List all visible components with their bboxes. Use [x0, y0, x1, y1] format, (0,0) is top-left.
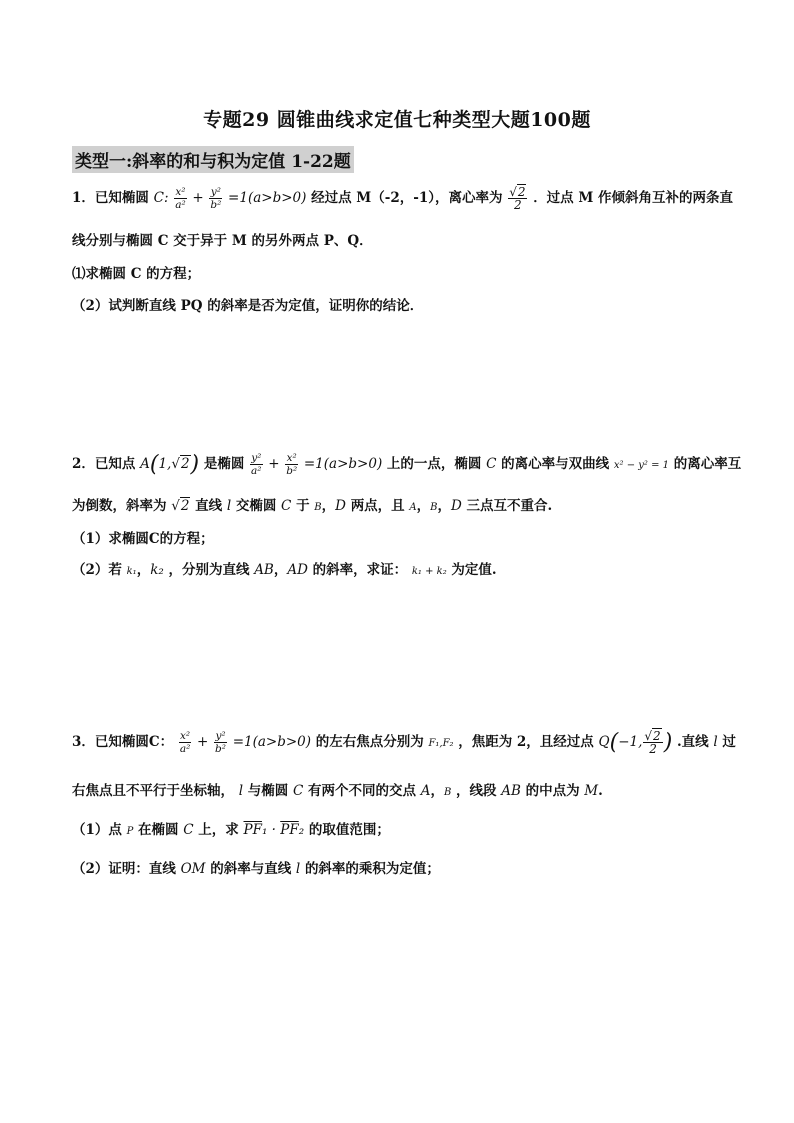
problem-3-text: 的中点为: [525, 783, 580, 799]
problem-2-line-1: 2．已知点 A(1,√2) 是椭圆 $\frac{\text{y²}}{\text{a²}}$ + $\frac{\text{x²}}{\text{b²}}$ =1(a>b>0) 上的一点，椭圆 C 的离心率与双曲线 x² − y² = 1 的离心率互: [72, 452, 742, 477]
problem-3-text: 在椭圆: [138, 822, 179, 838]
problem-2-text: 为倒数，斜率为: [72, 498, 167, 514]
problem-3-text: 的斜率与直线: [210, 861, 292, 877]
problem-1-question-2: （2）试判断直线 PQ 的斜率是否为定值，证明你的结论．: [72, 298, 424, 314]
problem-2-line-2: 为倒数，斜率为 √2 直线 l 交椭圆 C 于 B，D 两点，且 A，B，D 三点互不重合.: [72, 498, 553, 514]
problem-2-text: 的离心率与双曲线: [501, 456, 610, 472]
problem-1-line-2: 线分别与椭圆 C 交于异于 M 的另外两点 P、Q．: [72, 233, 373, 249]
problem-3-text: 有两个不同的交点: [307, 783, 416, 799]
formula: C:: [153, 190, 169, 206]
problem-3-text: 右焦点且不平行于坐标轴，: [72, 783, 234, 799]
problem-3-line-1: 3．已知椭圆C： $\frac{\text{x²}}{\text{a²}}$ + $\frac{\text{y²}}{\text{b²}}$ =1(a>b>0) 的左右焦点分别为 F₁,F₂ ，焦距为 2，且经过点 Q(−1, $\frac{√2}{2}$ ) .直线 l 过: [72, 729, 736, 756]
problem-1-line-1: 1．已知椭圆 C: $\frac{\text{x²}}{\text{a²}}$ + $\frac{\text{y²}}{\text{b²}}$ =1(a>b>0) 经过点 M（-2，-1），离心率为 $\frac{√2}{2}$ ．过点 M 作倾斜角互补的两条直: [72, 185, 734, 212]
problem-2-text: 三点互不重合.: [466, 498, 553, 514]
problem-2-text: ，分别为直线: [168, 562, 250, 578]
problem-2-question-1: （1）求椭圆C的方程；: [72, 531, 214, 547]
page-title: 专题29 圆锥曲线求定值七种类型大题100题: [203, 109, 591, 131]
problem-2-text: （2）若: [72, 562, 122, 578]
problem-3-text: 过: [722, 734, 736, 750]
fraction: $\frac{\text{y²}}{\text{a²}}$: [251, 452, 262, 477]
problem-2-text: 的离心率互: [673, 456, 742, 472]
problem-3-text: 的左右焦点分别为: [315, 734, 424, 750]
problem-3-question-1: （1）点 P 在椭圆 C 上，求 $\overline{PF}_1 \cdot \overline{PF}_2$ 的取值范围；: [72, 822, 390, 838]
problem-2-text: 交椭圆: [235, 498, 277, 514]
fraction: $\frac{\text{x²}}{\text{a²}}$: [179, 730, 191, 755]
problem-1-text: ．过点 M 作倾斜角互补的两条直: [533, 190, 734, 206]
problem-3-text: 上，求: [198, 822, 239, 838]
problem-2-text: 上的一点，椭圆: [386, 456, 482, 472]
problem-3-text: 与椭圆: [247, 783, 289, 799]
problem-2-text: 直线: [195, 498, 223, 514]
fraction: $\frac{√2}{2}$: [509, 185, 526, 212]
problem-2-text: 两点，且: [350, 498, 405, 514]
problem-3-text: 的取值范围；: [308, 822, 390, 838]
section-heading: 类型一:斜率的和与积为定值 1-22题: [72, 146, 354, 173]
problem-3-text: （2）证明：直线: [72, 861, 176, 877]
problem-2-text: 是椭圆: [203, 456, 245, 472]
fraction: $\frac{\text{y²}}{\text{b²}}$: [215, 730, 226, 755]
problem-3-line-2: 右焦点且不平行于坐标轴， l 与椭圆 C 有两个不同的交点 A，B ，线段 AB 的中点为 M.: [72, 783, 603, 799]
problem-2-text: 2．已知点: [72, 456, 136, 472]
problem-1-text: 经过点 M（-2，-1），离心率为: [311, 190, 503, 206]
problem-3-text: 的斜率的乘积为定值；: [304, 861, 440, 877]
problem-2-text: 的斜率，求证：: [312, 562, 408, 578]
problem-2-question-2: （2）若 k₁，k₂ ，分别为直线 AB，AD 的斜率，求证： k₁ + k₂ 为定值.: [72, 562, 497, 578]
problem-3-text: .直线: [676, 734, 709, 750]
problem-2-text: 为定值.: [451, 562, 497, 578]
problem-3-text: ，线段: [456, 783, 497, 799]
problem-3-text: （1）点: [72, 822, 122, 838]
fraction: $\frac{\text{y²}}{\text{b²}}$: [210, 186, 222, 211]
fraction: $\frac{\text{x²}}{\text{b²}}$: [286, 452, 298, 477]
fraction: $\frac{\text{x²}}{\text{a²}}$: [175, 186, 186, 211]
problem-3-text: ，焦距为 2，且经过点: [458, 734, 594, 750]
problem-3-question-2: （2）证明：直线 OM 的斜率与直线 l 的斜率的乘积为定值；: [72, 861, 440, 877]
fraction: $\frac{√2}{2}$: [644, 729, 661, 756]
problem-3-text: 3．已知椭圆C：: [72, 734, 174, 750]
problem-2-text: 于: [296, 498, 310, 514]
problem-1-text: 1．已知椭圆: [72, 190, 149, 206]
problem-1-question-1: ⑴求椭圆 C 的方程；: [72, 266, 201, 282]
formula: A(1,√2): [140, 452, 200, 477]
